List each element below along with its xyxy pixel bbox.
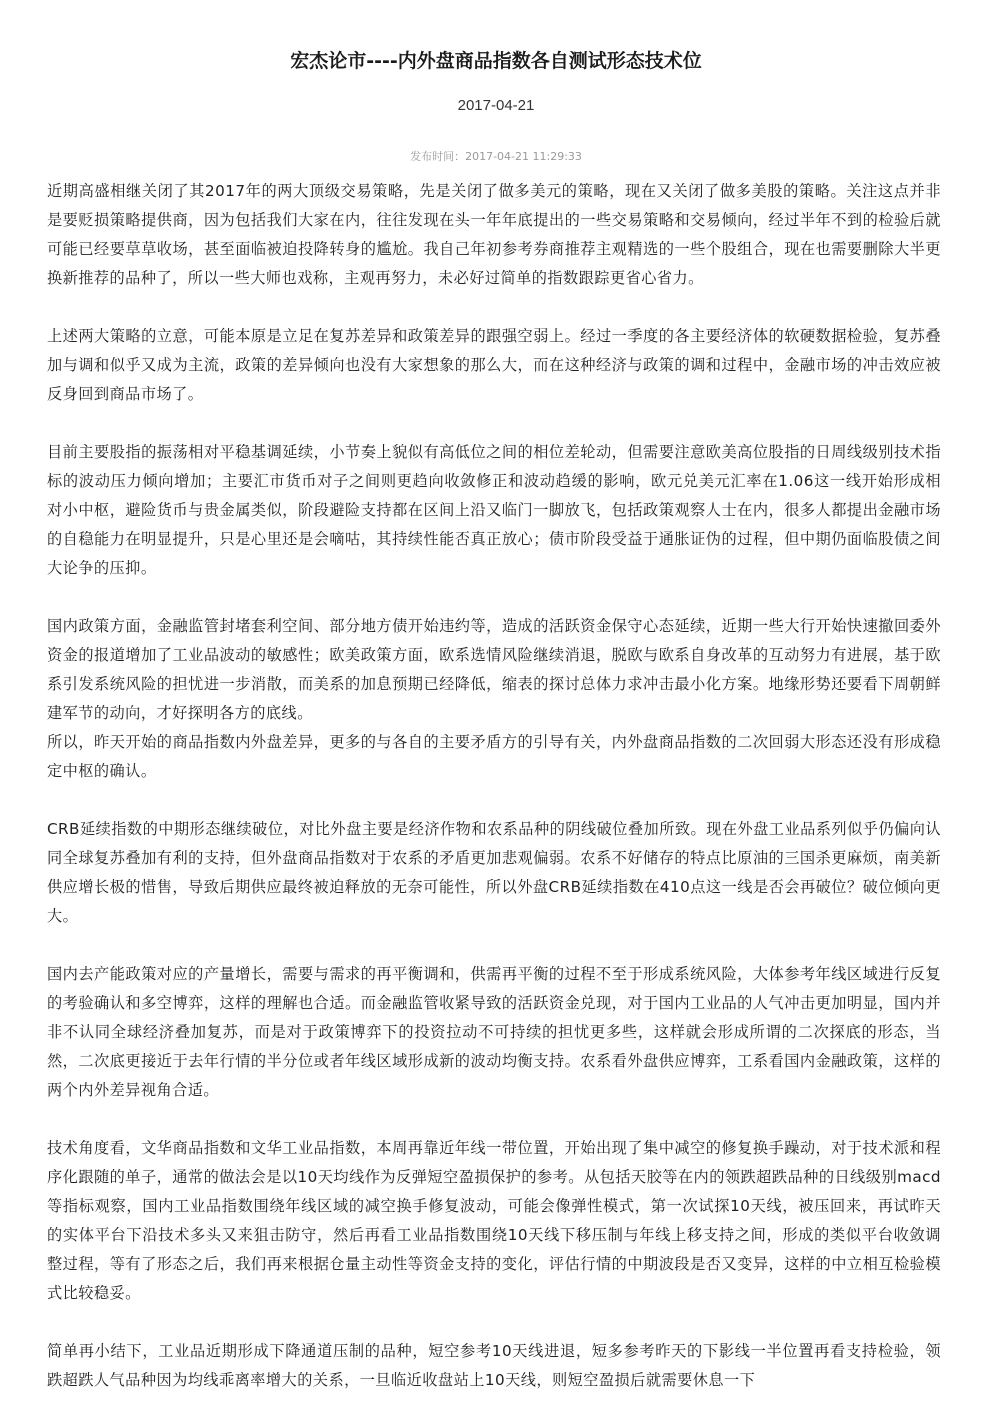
paragraph: 所以，昨天开始的商品指数内外盘差异，更多的与各自的主要矛盾方的引导有关，内外盘商品指数的二次回弱大形态还没有形成稳定中枢的确认。 (47, 733, 941, 780)
paragraph: 目前主要股指的振荡相对平稳基调延续，小节奏上貌似有高低位之间的相位差轮动，但需要注意欧美高位股指的日周线级别技术指标的波动压力倾向增加；主要汇市货币对子之间则更趋向收敛修正和波动趋缓的影响，欧元兑美元汇率在1.06这一线开始形成相对小中枢，避险货币与贵金属类似，阶段避险支持都在区间上沿又临门一脚放飞，包括政策观察人士在内，很多人都提出金融市场的自稳能力在明显提升，只是心里还是会嘀咕，其持续性能否真正放心；债市阶段受益于通胀证伪的过程，但中期仍面临股债之间大论争的压抑。 (47, 443, 941, 577)
paragraph: 上述两大策略的立意，可能本原是立足在复苏差异和政策差异的跟强空弱上。经过一季度的各主要经济体的软硬数据检验，复苏叠加与调和似乎又成为主流，政策的差异倾向也没有大家想象的那么大，而在这种经济与政策的调和过程中，金融市场的冲击效应被反身回到商品市场了。 (47, 327, 941, 403)
paragraph: 国内政策方面，金融监管封堵套利空间、部分地方债开始违约等，造成的活跃资金保守心态延续，近期一些大行开始快速撤回委外资金的报道增加了工业品波动的敏感性；欧美政策方面，欧系选情风险继续消退，脱欧与欧系自身改革的互动努力有进展，基于欧系引发系统风险的担忧进一步消散，而美系的加息预期已经降低，缩表的探讨总体力求冲击最小化方案。地缘形势还要看下周朝鲜建军节的动向，才好探明各方的底线。 (47, 617, 941, 722)
article-title: 宏杰论市----内外盘商品指数各自测试形态技术位 (290, 50, 702, 72)
article-body (47, 177, 941, 1395)
publish-time-line (0, 150, 992, 164)
paragraph: 近期高盛相继关闭了其2017年的两大顶级交易策略，先是关闭了做多美元的策略，现在又关闭了做多美股的策略。关注这点并非是要贬损策略提供商，因为包括我们大家在内，往往发现在头一年年底提出的一些交易策略和交易倾向，经过半年不到的检验后就可能已经要草草收场，甚至面临被迫投降转身的尴尬。我自己年初参考券商推荐主观精选的一些个股组合，现在也需要删除大半更换新推荐的品种了，所以一些大师也戏称，主观再努力，未必好过简单的指数跟踪更省心省力。 (47, 182, 941, 287)
paragraph: 简单再小结下，工业品近期形成下降通道压制的品种，短空参考10天线进退，短多参考昨天的下影线一半位置再看支持检验，领跌超跌人气品种因为均线乖离率增大的关系，一旦临近收盘站上10天线，则短空盈损后就需要休息一下 (47, 1342, 941, 1389)
publish-time-value: 2017-04-21 11:29:33 (465, 150, 582, 163)
paragraph: 技术角度看，文华商品指数和文华工业品指数，本周再靠近年线一带位置，开始出现了集中减空的修复换手躁动，对于技术派和程序化跟随的单子，通常的做法会是以10天均线作为反弹短空盈损保护的参考。从包括天胶等在内的领跌超跌品种的日线级别macd等指标观察，国内工业品指数围绕年线区域的减空换手修复波动，可能会像弹性模式，第一次试探10天线，被压回来，再试昨天的实体平台下沿技术多头又来狙击防守，然后再看工业品指数围绕10天线下移压制与年线上移支持之间，形成的类似平台收敛调整过程，等有了形态之后，我们再来根据仓量主动性等资金支持的变化，评估行情的中期波段是否又变异，这样的中立相互检验模式比较稳妥。 (47, 1139, 941, 1302)
publish-time-label: 发布时间： (410, 150, 466, 163)
paragraph: CRB延续指数的中期形态继续破位，对比外盘主要是经济作物和农系品种的阴线破位叠加所致。现在外盘工业品系列似乎仍偏向认同全球复苏叠加有利的支持，但外盘商品指数对于农系的矛盾更加悲观偏弱。农系不好储存的特点比原油的三国杀更麻烦，南美新供应增长极的惜售，导致后期供应最终被迫释放的无奈可能性，所以外盘CRB延续指数在410点这一线是否会再破位？破位倾向更大。 (47, 820, 941, 925)
article-date: 2017-04-21 (457, 97, 535, 114)
paragraph: 国内去产能政策对应的产量增长，需要与需求的再平衡调和，供需再平衡的过程不至于形成系统风险，大体参考年线区域进行反复的考验确认和多空博弈，这样的理解也合适。而金融监管收紧导致的活跃资金兑现，对于国内工业品的人气冲击更加明显，国内并非不认同全球经济叠加复苏，而是对于政策博弈下的投资拉动不可持续的担忧更多些，这样就会形成所谓的二次探底的形态，当然，二次底更接近于去年行情的半分位或者年线区域形成新的波动均衡支持。农系看外盘供应博弈，工系看国内金融政策，这样的两个内外差异视角合适。 (47, 965, 941, 1099)
